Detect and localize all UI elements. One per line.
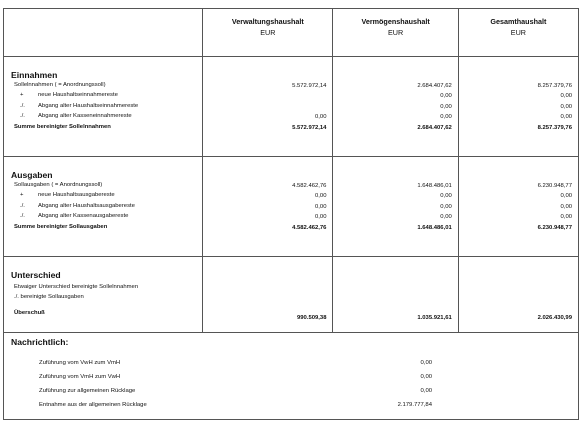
memo-label: Zuführung vom VmH zum VwH [39, 374, 121, 380]
memo-value: 0,00 [420, 360, 432, 366]
header-col3-title: Vermögenshaushalt [361, 17, 430, 26]
unterschied-gesamt-cell [458, 257, 578, 333]
sum-value: 4.582.462,76 [292, 224, 327, 231]
sum-value: 2.684.407,62 [417, 124, 452, 131]
memo-value: 0,00 [420, 388, 432, 394]
memo-value: 2.179.777,84 [397, 402, 432, 408]
surplus-label: Überschuß [14, 309, 45, 316]
header-blank-cell [4, 9, 203, 57]
header-col2-unit: EUR [260, 28, 276, 37]
sum-value: 5.572.972,14 [292, 124, 327, 131]
value: 0,00 [315, 203, 327, 210]
value: 0,00 [440, 203, 452, 210]
einnahmen-label-cell [4, 57, 203, 157]
sum-row-label: Summe bereinigter Sollausgaben [14, 223, 108, 230]
section-ausgaben [4, 157, 579, 257]
ausgaben-vmh-cell [333, 157, 458, 257]
value: 0,00 [560, 193, 572, 200]
value: 0,00 [560, 214, 572, 221]
memo-label: Zuführung zur allgemeinen Rücklage [39, 388, 136, 394]
sum-value: 1.648.486,01 [417, 224, 452, 231]
header-col4-title: Gesamthaushalt [490, 17, 547, 26]
row-label: ./. Abgang alter Kassenausgabereste [20, 213, 129, 220]
section-title: Nachrichtlich: [11, 337, 69, 347]
value: 5.572.972,14 [292, 83, 327, 89]
ausgaben-label-cell [4, 157, 203, 257]
unterschied-label-cell [4, 257, 203, 333]
section-nachrichtlich [4, 333, 579, 420]
row-label: + neue Haushaltseinnahmereste [20, 92, 118, 99]
row-label: ./. Abgang alter Haushaltsausgabereste [20, 202, 135, 209]
memo-label: Entnahme aus der allgemeinen Rücklage [39, 402, 147, 408]
surplus-value: 1.035.921,61 [417, 315, 452, 321]
value: 0,00 [440, 103, 452, 110]
value: 2.684.407,62 [417, 83, 452, 89]
row-label: + neue Haushaltsausgabereste [20, 192, 115, 199]
einnahmen-vwh-cell [203, 57, 333, 157]
difference-text: ./. bereinigte Sollausgaben [14, 294, 84, 301]
ausgaben-vwh-cell [203, 157, 333, 257]
header-verwaltungshaushalt [203, 9, 333, 57]
sum-row-label: Summe bereinigter Sollelnnahmen [14, 123, 111, 130]
section-unterschied [4, 257, 579, 333]
einnahmen-vmh-cell [333, 57, 458, 157]
ausgaben-gesamt-cell [458, 157, 578, 257]
section-title: Ausgaben [11, 170, 53, 180]
header-gesamthaushalt [458, 9, 578, 57]
value: 0,00 [440, 114, 452, 121]
sum-value: 6.230.948,77 [537, 224, 572, 231]
section-title: Unterschied [11, 270, 61, 280]
value [203, 91, 332, 101]
value: 4.582.462,76 [292, 183, 327, 189]
value: 0,00 [440, 193, 452, 200]
value [203, 102, 332, 112]
value: 0,00 [560, 103, 572, 110]
row-label: Sollelnnahmen ( = Anordnungssoll) [14, 82, 106, 88]
unterschied-vwh-cell [203, 257, 333, 333]
value: 0,00 [560, 93, 572, 100]
unterschied-vmh-cell [333, 257, 458, 333]
einnahmen-gesamt-cell [458, 57, 578, 157]
row-label: ./. Abgang alter Kasseneinnahmereste [20, 113, 132, 120]
sum-value: 8.257.379,76 [537, 124, 572, 131]
header-col3-unit: EUR [388, 28, 404, 37]
value: 0,00 [315, 114, 327, 121]
row-label: Sollausgaben ( = Anordnungssoll) [14, 182, 103, 188]
surplus-value: 2.026.430,99 [537, 315, 572, 321]
value: 6.230.948,77 [537, 183, 572, 189]
surplus-value: 990.509,38 [296, 315, 327, 321]
value: 0,00 [440, 93, 452, 100]
value: 1.648.486,01 [417, 183, 452, 189]
value: 0,00 [315, 214, 327, 221]
value: 0,00 [560, 114, 572, 121]
memo-label: Zuführung vom VwH zum VmH [39, 360, 121, 366]
nachrichtlich-cell [4, 333, 579, 420]
value: 0,00 [560, 203, 572, 210]
value: 0,00 [315, 193, 327, 200]
difference-text: Etwaiger Unterschied bereinigte Sollelnnahmen [14, 284, 139, 290]
value: 0,00 [440, 214, 452, 221]
row-label: ./. Abgang alter Haushaltseinnahmereste [20, 102, 139, 109]
header-col2-title: Verwaltungshaushalt [231, 17, 304, 26]
section-einnahmen [4, 57, 579, 157]
header-row [4, 9, 579, 57]
value: 8.257.379,76 [537, 83, 572, 89]
memo-value: 0,00 [420, 374, 432, 380]
section-title: Einnahmen [11, 70, 58, 80]
budget-table [3, 8, 579, 420]
header-col4-unit: EUR [510, 28, 526, 37]
header-vermoegenshaushalt [333, 9, 458, 57]
